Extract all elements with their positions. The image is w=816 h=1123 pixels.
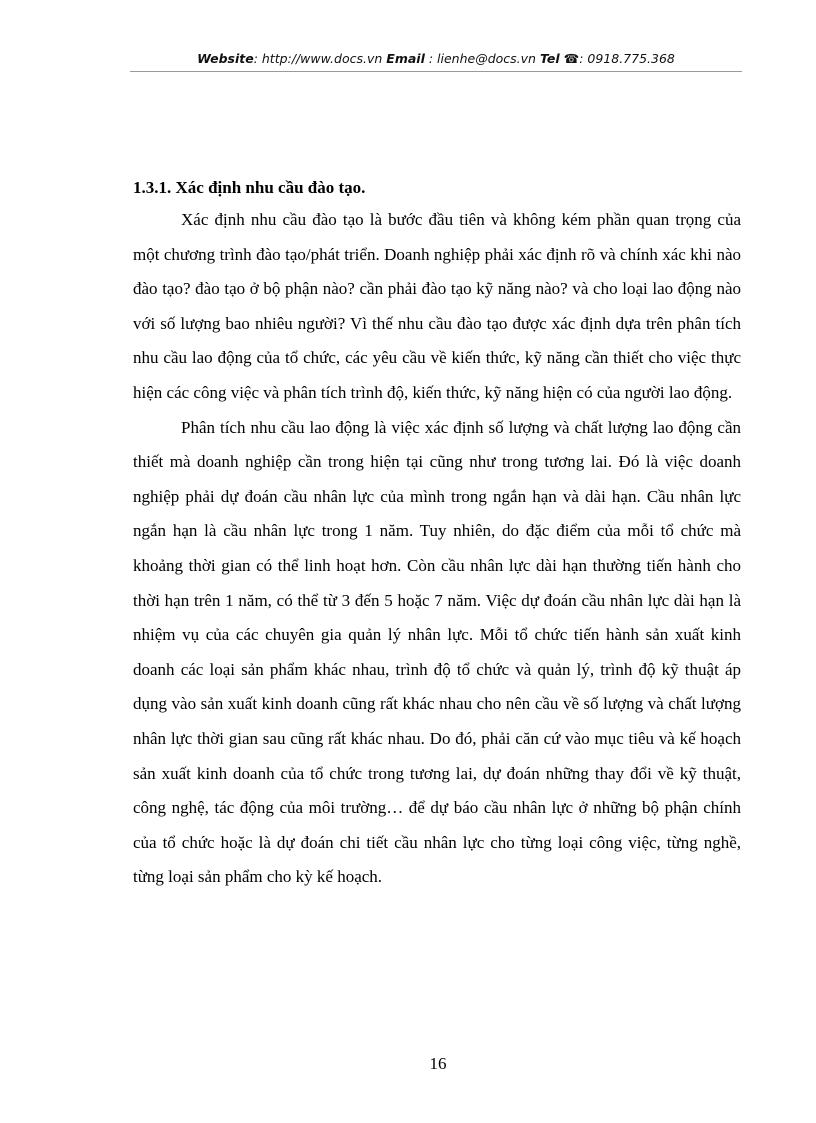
page-number: 16 — [429, 1054, 447, 1073]
phone-icon: ☎ — [563, 51, 580, 66]
paragraph-labor-demand-analysis: Phân tích nhu cầu lao động là việc xác định số lượng và chất lượng lao động cần thiết mà doanh nghiệp cần trong hiện tại cũng như trong tương lai. Đó là việc doanh nghiệp phải dự đoán cầu nhân lực của mình trong ngắn hạn và dài hạn. Cầu nhân lực ngắn hạn là cầu nhân lực trong 1 năm. Tuy nhiên, do đặc điểm của mỗi tổ chức mà khoảng thời gian có thể linh hoạt hơn. Còn cầu nhân lực dài hạn thường tiến hành cho thời hạn trên 1 năm, có thể từ 3 đến 5 hoặc 7 năm. Việc dự đoán cầu nhân lực dài hạn là nhiệm vụ của các chuyên gia quản lý nhân lực. Mỗi tổ chức tiến hành sản xuất kinh doanh các loại sản phẩm khác nhau, trình độ tổ chức và quản lý, trình độ kỹ thuật áp dụng vào sản xuất kinh doanh cũng rất khác nhau cho nên cầu về số lượng và chất lượng nhân lực thời gian sau cũng rất khác nhau. Do đó, phải căn cứ vào mục tiêu và kế hoạch sản xuất kinh doanh của tổ chức trong tương lai, dự đoán những thay đổi về kỹ thuật, công nghệ, tác động của môi trường… để dự báo cầu nhân lực ở những bộ phận chính của tổ chức hoặc là dự đoán chi tiết cầu nhân lực cho từng loại công việc, từng nghề, từng loại sản phẩm cho kỳ kế hoạch. — [133, 417, 741, 887]
website-label: Website — [197, 51, 254, 66]
email-address: : lienhe@docs.vn — [428, 51, 536, 66]
paragraph-training-needs: Xác định nhu cầu đào tạo là bước đầu tiên và không kém phần quan trọng của một chương trình đào tạo/phát triển. Doanh nghiệp phải xác định rõ và chính xác khi nào đào tạo? đào tạo ở bộ phận nào? cần phải đào tạo kỹ năng nào? và cho loại lao động nào với số lượng bao nhiêu người? Vì thế nhu cầu đào tạo được xác định dựa trên phân tích nhu cầu lao động của tổ chức, các yêu cầu về kiến thức, kỹ năng cần thiết cho việc thực hiện các công việc và phân tích trình độ, kiến thức, kỹ năng hiện có của người lao động. — [133, 210, 741, 402]
page-header — [130, 50, 742, 68]
email-label: Email — [386, 51, 425, 66]
section-heading: 1.3.1. Xác định nhu cầu đào tạo. — [133, 178, 366, 197]
tel-number: : 0918.775.368 — [579, 51, 675, 66]
body-text — [133, 203, 741, 895]
header-divider — [130, 71, 742, 72]
website-url: : http://www.docs.vn — [253, 51, 383, 66]
tel-label: Tel — [539, 51, 560, 66]
